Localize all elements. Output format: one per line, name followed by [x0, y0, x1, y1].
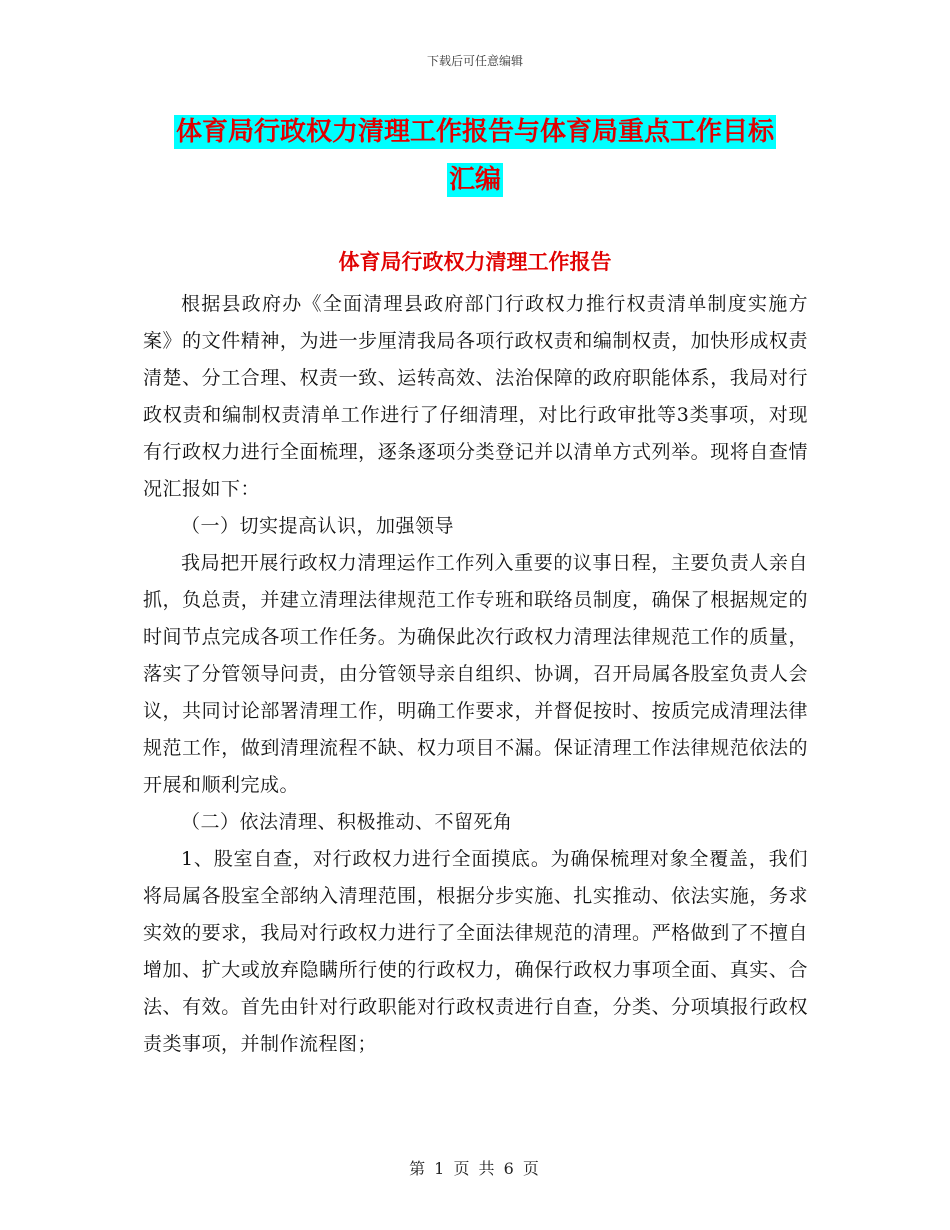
paragraph-intro: 根据县政府办《全面清理县政府部门行政权力推行权责清单制度实施方案》的文件精神，为进一步厘清我局各项行政权责和编制权责，加快形成权责清楚、分工合理、权责一致、运转高效、法治保障的政府职能体系，我局对行政权责和编制权责清单工作进行了仔细清理，对比行政审批等3类事项，对现有行政权力进行全面梳理，逐条逐项分类登记并以清单方式列举。现将自查情况汇报如下：: [143, 293, 808, 500]
page-number: 第 1 页 共 6 页: [409, 1159, 541, 1178]
document-title-line-2: 汇编: [448, 165, 501, 195]
document-body: [143, 286, 808, 1063]
subheading-1: （一）切实提高认识，加强领导: [181, 515, 455, 537]
page-header-note: 下载后可任意编辑: [426, 54, 523, 68]
subheading-2: （二）依法清理、积极推动、不留死角: [181, 811, 513, 833]
document-title-line-1: 体育局行政权力清理工作报告与体育局重点工作目标: [175, 117, 774, 147]
document-title: [140, 108, 810, 204]
paragraph-self-check: 1、股室自查，对行政权力进行全面摸底。为确保梳理对象全覆盖，我们将局属各股室全部纳入清理范围，根据分步实施、扎实推动、依法实施，务求实效的要求，我局对行政权力进行了全面法律规范的清理。严格做到了不擅自增加、扩大或放弃隐瞒所行使的行政权力，确保行政权力事项全面、真实、合法、有效。首先由针对行政职能对行政权责进行自查，分类、分项填报行政权责类事项，并制作流程图；: [143, 848, 808, 1055]
paragraph-leadership: 我局把开展行政权力清理运作工作列入重要的议事日程，主要负责人亲自抓，负总责，并建立清理法律规范工作专班和联络员制度，确保了根据规定的时间节点完成各项工作任务。为确保此次行政权力清理法律规范工作的质量，落实了分管领导问责，由分管领导亲自组织、协调，召开局属各股室负责人会议，共同讨论部署清理工作，明确工作要求，并督促按时、按质完成清理法律规范工作，做到清理流程不缺、权力项目不漏。保证清理工作法律规范依法的开展和顺利完成。: [143, 552, 808, 796]
section-title: 体育局行政权力清理工作报告: [338, 250, 612, 274]
